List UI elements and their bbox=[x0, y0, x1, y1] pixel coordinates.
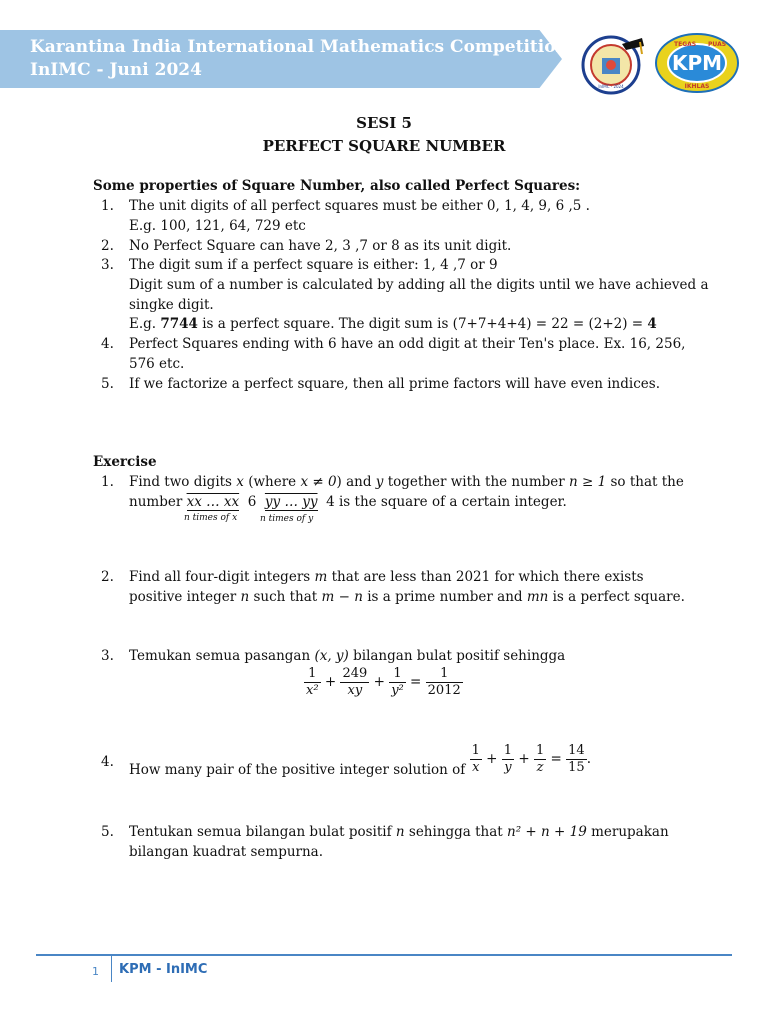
exercise-2-line2: positive integer n such that m − n is a prime number and mn is a perfect square. bbox=[129, 589, 685, 605]
property-text: The digit sum if a perfect square is either: 1, 4 ,7 or 9 bbox=[129, 257, 498, 273]
property-number: 4. bbox=[101, 336, 114, 352]
exercise-3-line1: Temukan semua pasangan (x, y) bilangan bulat positif sehingga bbox=[129, 648, 566, 664]
header-subtitle: InIMC - Juni 2024 bbox=[30, 60, 202, 80]
property-number: 1. bbox=[101, 198, 114, 214]
topic-title: PERFECT SQUARE NUMBER bbox=[262, 137, 506, 155]
exercise-heading: Exercise bbox=[93, 454, 157, 470]
session-title: SESI 5 bbox=[356, 114, 412, 132]
property-text: If we factorize a perfect square, then all prime factors will have even indices. bbox=[129, 376, 660, 392]
property-text: Digit sum of a number is calculated by adding all the digits until we have achieved a bbox=[129, 277, 709, 293]
property-number: 3. bbox=[101, 257, 114, 273]
property-text: The unit digits of all perfect squares must be either 0, 1, 4, 9, 6 ,5 . bbox=[129, 198, 590, 214]
kpm-logo-ikhlas: IKHLAS bbox=[684, 83, 710, 90]
property-text: Perfect Squares ending with 6 have an odd digit at their Ten's place. Ex. 16, 256, bbox=[129, 336, 686, 352]
exercise-4-line: How many pair of the positive integer solution of $\frac{1}{x}$ + $\frac{1}{y}$ + $\frac{1}{z}$ = $\frac{14}{15}$ . bbox=[129, 743, 591, 778]
exercise-number: 2. bbox=[101, 569, 114, 585]
header-title: Karantina India International Mathematics Competition bbox=[30, 37, 568, 57]
exercise-5-line1: Tentukan semua bilangan bulat positif n sehingga that n² + n + 19 merupakan bbox=[129, 824, 669, 840]
inimc-logo bbox=[578, 30, 648, 96]
kpm-logo-text: KPM bbox=[671, 51, 723, 75]
page-number: 1 bbox=[92, 965, 99, 978]
property-number: 2. bbox=[101, 238, 114, 254]
digit-sum-example: E.g. 7744 is a perfect square. The digit sum is (7+7+4+4) = 22 = (2+2) = 4 bbox=[129, 316, 657, 332]
property-text: 576 etc. bbox=[129, 356, 185, 372]
property-text: E.g. 100, 121, 64, 729 etc bbox=[129, 218, 306, 234]
kpm-logo bbox=[654, 32, 740, 94]
exercise-number: 1. bbox=[101, 474, 114, 490]
exercise-1-line2: number xx … xx 6 yy … yy 4 is the square of a certain integer. bbox=[129, 494, 567, 510]
exercise-number: 4. bbox=[101, 754, 114, 770]
exercise-3-equation: $\frac{1}{\text{x²}}$ + $\frac{249}{xy}$ + $\frac{1}{\text{y²}}$ = $\frac{1}{2012}$ bbox=[306, 666, 461, 698]
underbrace-label-y: n times of y bbox=[260, 514, 314, 524]
properties-heading: Some properties of Square Number, also called Perfect Squares: bbox=[93, 178, 581, 194]
exercise-number: 3. bbox=[101, 648, 114, 664]
exercise-5-line2: bilangan kuadrat sempurna. bbox=[129, 844, 324, 860]
exercise-1-line1: Find two digits x (where x ≠ 0) and y together with the number n ≥ 1 so that the bbox=[129, 474, 684, 490]
footer-brand: KPM - InIMC bbox=[119, 962, 208, 977]
footer-rule bbox=[36, 954, 732, 956]
property-text: singke digit. bbox=[129, 297, 214, 313]
inimc-logo-year: InIMC - 2024 bbox=[598, 84, 624, 89]
footer-divider bbox=[111, 956, 112, 982]
property-text: No Perfect Square can have 2, 3 ,7 or 8 as its unit digit. bbox=[129, 238, 512, 254]
underbrace-label-x: n times of x bbox=[184, 513, 238, 523]
kpm-logo-puas: PUAS bbox=[708, 41, 727, 48]
kpm-logo-tegas: TEGAS bbox=[674, 41, 697, 48]
property-number: 5. bbox=[101, 376, 114, 392]
exercise-number: 5. bbox=[101, 824, 114, 840]
exercise-2-line1: Find all four-digit integers m that are less than 2021 for which there exists bbox=[129, 569, 644, 585]
